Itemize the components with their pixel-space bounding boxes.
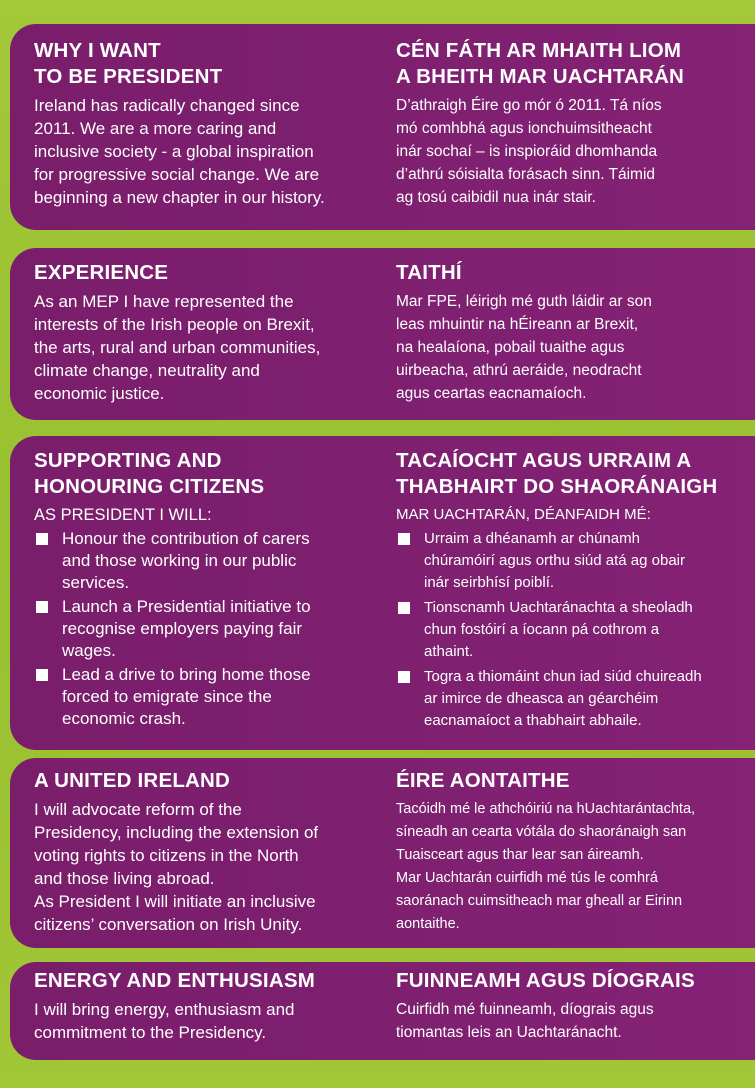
bullet-line: services.: [62, 573, 130, 592]
body-line: I will bring energy, enthusiasm and: [34, 1000, 295, 1019]
body-line: the arts, rural and urban communities,: [34, 338, 321, 357]
list-item: [34, 664, 384, 730]
heading-line: TACAÍOCHT AGUS URRAIM A: [396, 449, 692, 472]
bullet-line: Tionscnamh Uachtaránachta a sheoladh: [424, 599, 693, 616]
heading-line: FUINNEAMH AGUS DÍOGRAIS: [396, 969, 695, 992]
section-supporting-citizens-english: [34, 448, 384, 732]
bullet-line: and those working in our public: [62, 551, 297, 570]
bullet-line: recognise employers paying fair: [62, 619, 303, 638]
body-line: D’athraigh Éire go mór ó 2011. Tá níos: [396, 97, 662, 114]
section-united-ireland-irish: [396, 768, 746, 936]
section-heading: [396, 768, 746, 794]
section-heading: [34, 968, 384, 994]
section-body: [396, 290, 746, 405]
list-item: [396, 597, 746, 663]
heading-line: ÉIRE AONTAITHE: [396, 769, 570, 792]
square-bullet-icon: [36, 533, 48, 545]
bullet-line: chúramóirí agus orthu siúd atá ag obair: [424, 552, 685, 569]
section-body: [396, 94, 746, 209]
square-bullet-icon: [398, 533, 410, 545]
body-line: Mar FPE, léirigh mé guth láidir ar son: [396, 293, 652, 310]
body-line: tiomantas leis an Uachtaránacht.: [396, 1024, 622, 1041]
section-experience-english: [34, 260, 384, 405]
section-body: [34, 798, 384, 936]
section-united-ireland: [10, 758, 755, 948]
section-body: [396, 798, 746, 936]
body-line: beginning a new chapter in our history.: [34, 188, 325, 207]
heading-line: CÉN FÁTH AR MHAITH LIOM: [396, 39, 682, 62]
heading-line: TO BE PRESIDENT: [34, 65, 223, 88]
body-line: Mar Uachtarán cuirfidh mé tús le comhrá: [396, 870, 658, 886]
body-line: inár sochaí – is inspioráid dhomhanda: [396, 143, 658, 160]
section-heading: [396, 260, 746, 286]
body-line: As an MEP I have represented the: [34, 292, 294, 311]
body-line: saoránach cuimsitheach mar gheall ar Eirinn: [396, 893, 683, 909]
section-heading: [396, 38, 746, 90]
body-line: inclusive society - a global inspiration: [34, 142, 314, 161]
square-bullet-icon: [36, 669, 48, 681]
bullet-line: forced to emigrate since the: [62, 687, 272, 706]
body-line: interests of the Irish people on Brexit,: [34, 315, 315, 334]
section-united-ireland-english: [34, 768, 384, 936]
section-body: [34, 290, 384, 405]
body-line: ag tosú caibidil nua inár stair.: [396, 189, 596, 206]
heading-line: WHY I WANT: [34, 39, 161, 62]
square-bullet-icon: [398, 671, 410, 683]
heading-line: A UNITED IRELAND: [34, 769, 231, 792]
body-line: na healaíona, pobail tuaithe agus: [396, 339, 625, 356]
body-line: Tuaisceart agus thar lear san áireamh.: [396, 847, 644, 863]
body-line: uirbeacha, athrú aeráide, neodracht: [396, 362, 642, 379]
body-line: leas mhuintir na hÉireann ar Brexit,: [396, 316, 639, 333]
body-line: 2011. We are a more caring and: [34, 119, 277, 138]
list-item: [396, 528, 746, 594]
section-body: [396, 998, 746, 1044]
bullet-line: Togra a thiomáint chun iad siúd chuireadh: [424, 668, 702, 685]
bullet-line: chun fostóirí a íocann pá cothrom a: [424, 621, 660, 638]
body-line: commitment to the Presidency.: [34, 1023, 267, 1042]
section-body: [34, 94, 384, 209]
pledge-list: [34, 528, 384, 730]
list-item: [396, 666, 746, 732]
section-heading: [396, 448, 746, 500]
body-line: and those living abroad.: [34, 869, 215, 888]
bullet-line: economic crash.: [62, 709, 186, 728]
section-experience-irish: [396, 260, 746, 405]
section-heading: [34, 260, 384, 286]
body-line: mó comhbhá agus ionchuimsitheacht: [396, 120, 652, 137]
heading-line: A BHEITH MAR UACHTARÁN: [396, 65, 684, 88]
body-line: economic justice.: [34, 384, 165, 403]
heading-line: SUPPORTING AND: [34, 449, 222, 472]
list-item: [34, 528, 384, 594]
body-line: Presidency, including the extension of: [34, 823, 319, 842]
body-line: climate change, neutrality and: [34, 361, 260, 380]
section-why-president-irish: [396, 38, 746, 209]
heading-line: EXPERIENCE: [34, 261, 169, 284]
body-line: d’athrú sóisialta forásach sinn. Táimid: [396, 166, 656, 183]
body-line: I will advocate reform of the: [34, 800, 242, 819]
section-heading: [34, 768, 384, 794]
section-experience: [10, 248, 755, 420]
bullet-line: Lead a drive to bring home those: [62, 665, 311, 684]
section-body: [34, 998, 384, 1044]
body-line: As President I will initiate an inclusive: [34, 892, 316, 911]
square-bullet-icon: [36, 601, 48, 613]
list-item: [34, 596, 384, 662]
heading-line: TAITHÍ: [396, 261, 462, 284]
bullet-line: inár seirbhísí poiblí.: [424, 574, 555, 591]
section-heading: [34, 38, 384, 90]
bullet-line: Urraim a dhéanamh ar chúnamh: [424, 530, 640, 547]
heading-line: ENERGY AND ENTHUSIASM: [34, 969, 315, 992]
bullet-line: Launch a Presidential initiative to: [62, 597, 311, 616]
bullet-line: eacnamaíoct a thabhairt abhaile.: [424, 712, 642, 729]
body-line: síneadh an cearta vótála do shaoránaigh san: [396, 824, 687, 840]
section-why-president: [10, 24, 755, 230]
section-heading: [34, 448, 384, 500]
body-line: citizens’ conversation on Irish Unity.: [34, 915, 303, 934]
section-energy: [10, 962, 755, 1060]
heading-line: HONOURING CITIZENS: [34, 475, 265, 498]
body-line: Cuirfidh mé fuinneamh, díograis agus: [396, 1001, 654, 1018]
section-why-president-english: [34, 38, 384, 209]
bullet-line: athaint.: [424, 643, 474, 660]
body-line: aontaithe.: [396, 916, 460, 932]
section-heading: [396, 968, 746, 994]
section-subheading: AS PRESIDENT I WILL:: [34, 506, 212, 524]
bullet-line: ar imirce de dheasca an géarchéim: [424, 690, 659, 707]
body-line: for progressive social change. We are: [34, 165, 320, 184]
section-energy-english: [34, 968, 384, 1044]
pledge-list: [396, 528, 746, 732]
section-supporting-citizens-irish: [396, 448, 746, 735]
heading-line: THABHAIRT DO SHAORÁNAIGH: [396, 475, 718, 498]
bullet-line: Honour the contribution of carers: [62, 529, 310, 548]
body-line: voting rights to citizens in the North: [34, 846, 299, 865]
section-energy-irish: [396, 968, 746, 1044]
square-bullet-icon: [398, 602, 410, 614]
body-line: Ireland has radically changed since: [34, 96, 300, 115]
section-subheading: MAR UACHTARÁN, DÉANFAIDH MÉ:: [396, 506, 651, 523]
body-line: Tacóidh mé le athchóiriú na hUachtarántachta,: [396, 801, 696, 817]
section-supporting-citizens: [10, 436, 755, 750]
body-line: agus ceartas eacnamaíoch.: [396, 385, 587, 402]
bullet-line: wages.: [62, 641, 116, 660]
